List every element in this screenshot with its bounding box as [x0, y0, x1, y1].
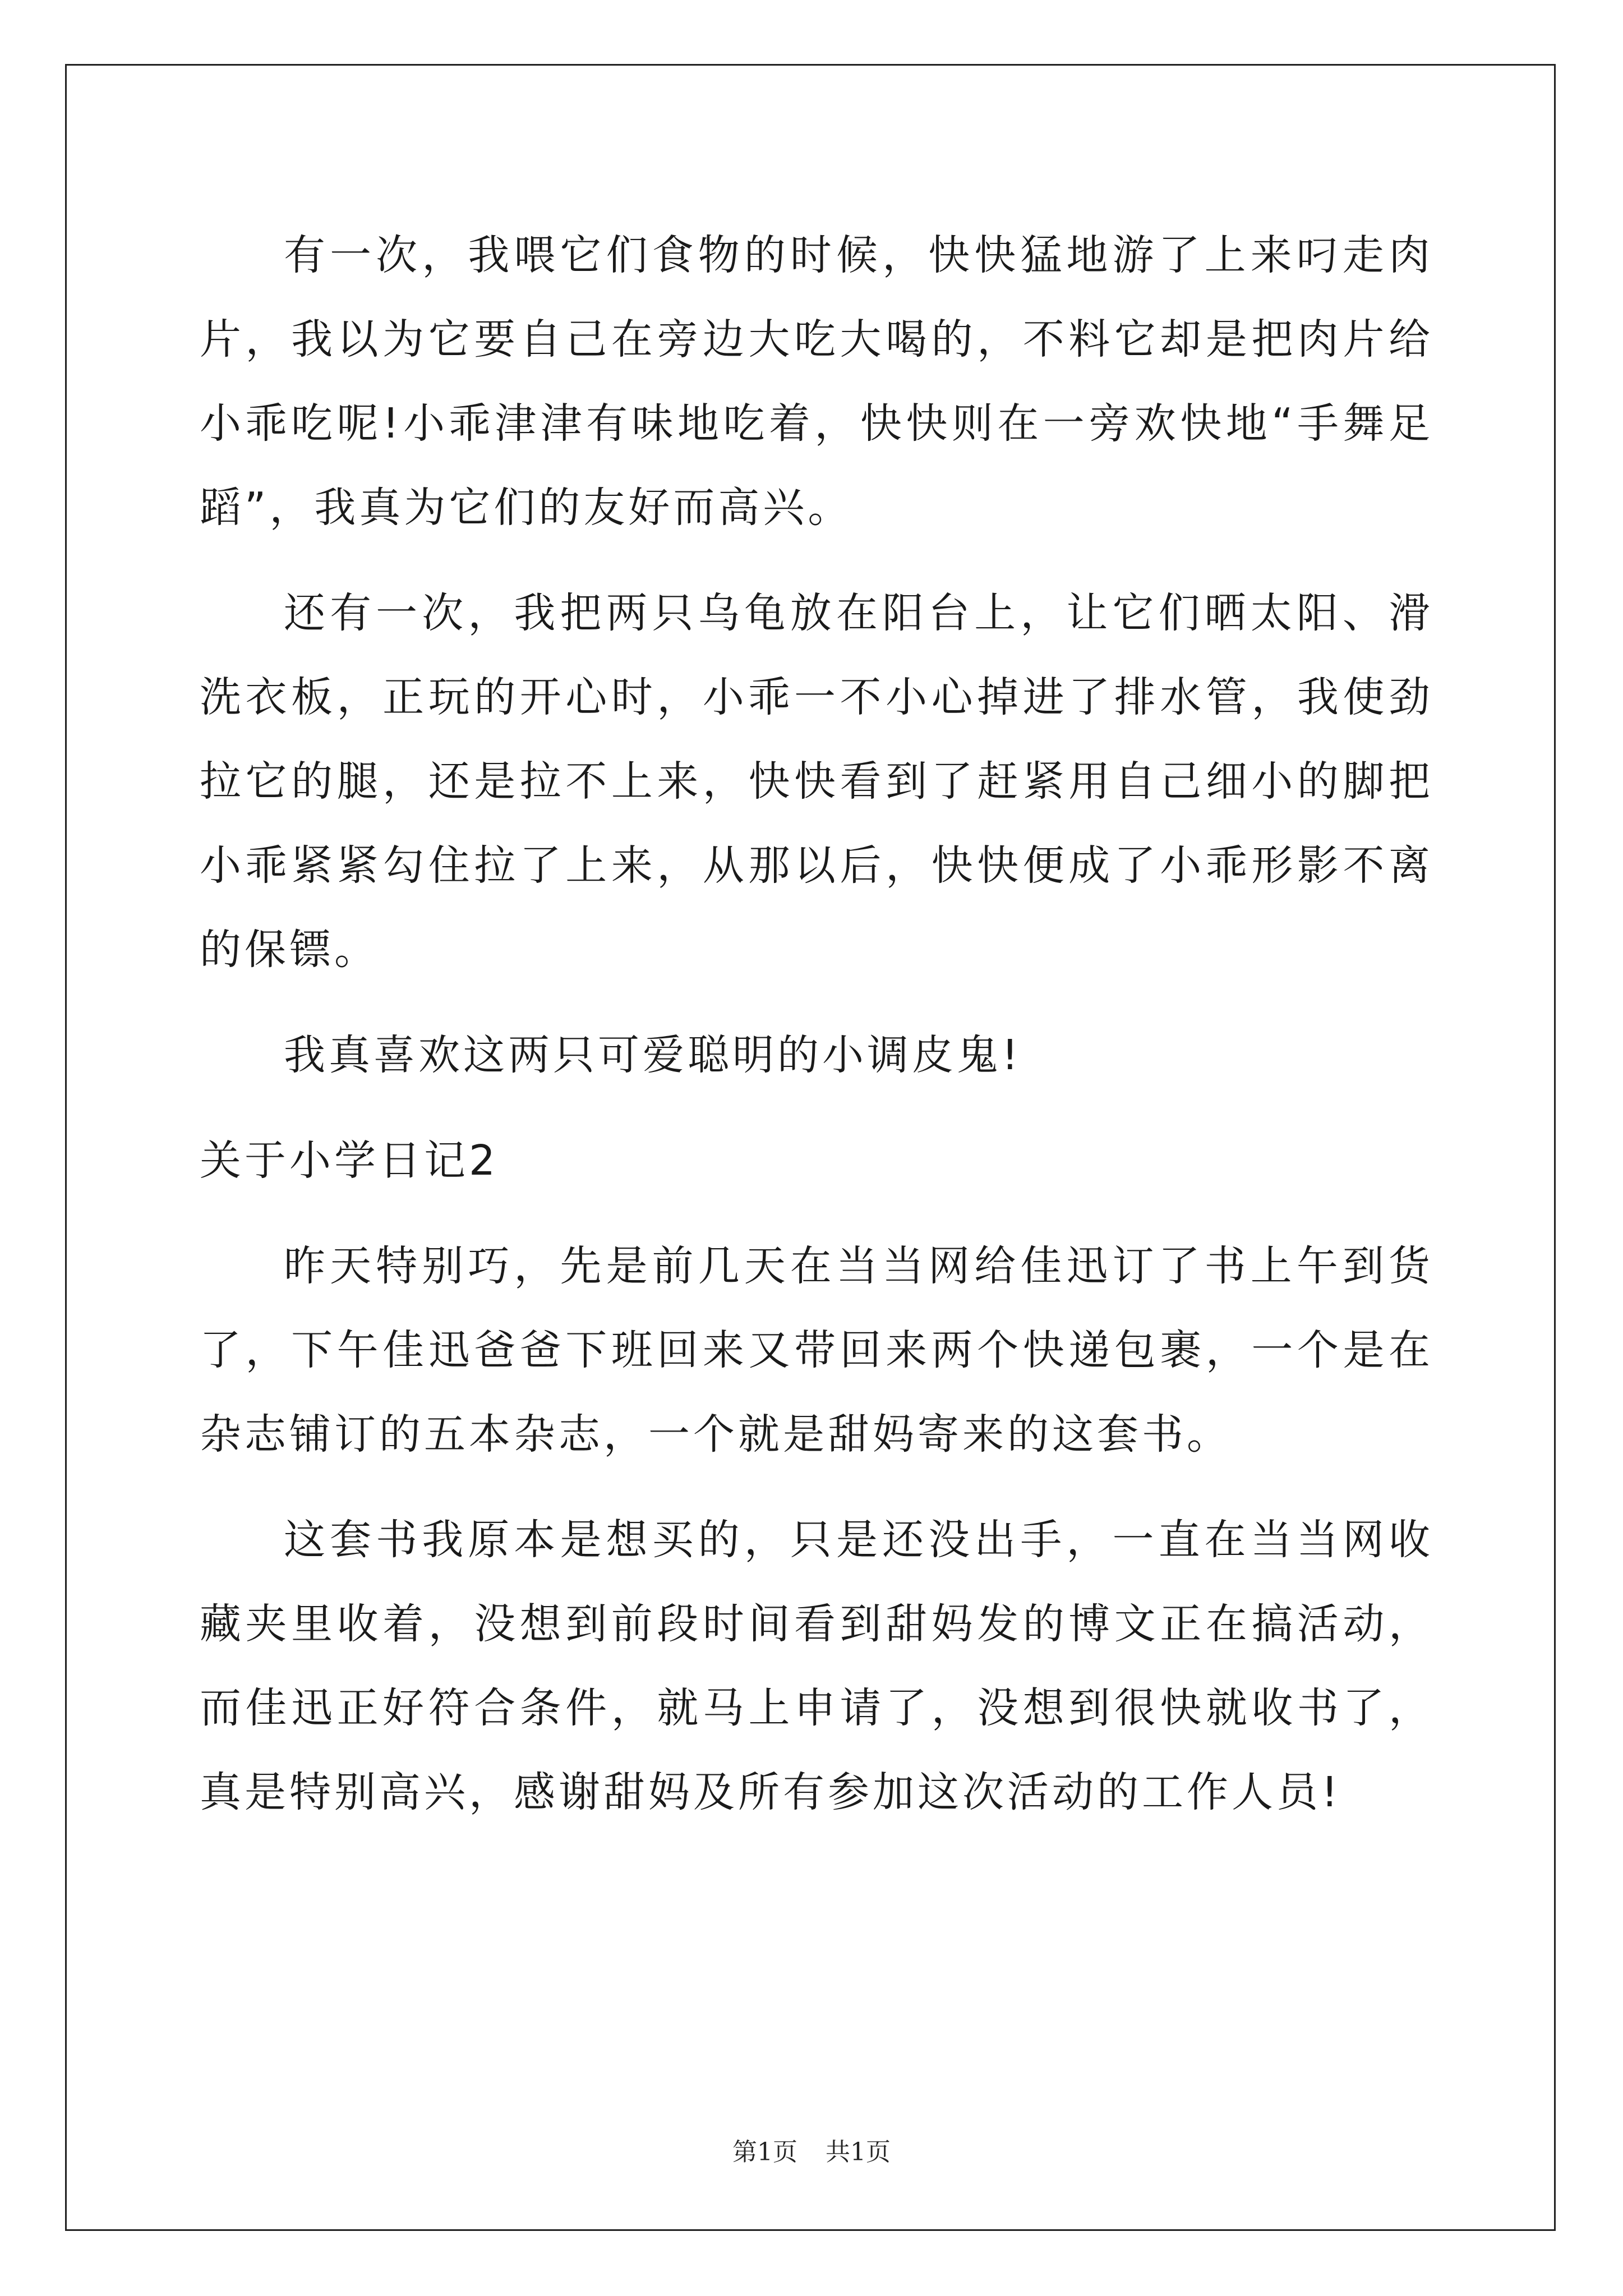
page-footer — [0, 2132, 1623, 2168]
section-heading: 关于小学日记2 — [200, 1137, 499, 1185]
page-total: 共1页 — [826, 2138, 891, 2166]
page-number: 第1页 — [732, 2138, 797, 2166]
paragraph: 昨天特别巧，先是前几天在当当网给佳迅订了书上午到货了，下午佳迅爸爸下班回来又带回来两个快递包裹，一个是在杂志铺订的五本杂志，一个就是甜妈寄来的这套书。 — [200, 1242, 1433, 1458]
paragraph: 我真喜欢这两只可爱聪明的小调皮鬼! — [284, 1031, 1022, 1079]
paragraph: 还有一次，我把两只乌龟放在阳台上，让它们晒太阳、滑洗衣板，正玩的开心时，小乖一不小心掉进了排水管，我使劲拉它的腿，还是拉不上来，快快看到了赶紧用自己细小的脚把小乖紧紧勾住拉了上来，从那以后，快快便成了小乖形影不离的保镖。 — [200, 589, 1433, 974]
paragraph: 有一次，我喂它们食物的时候，快快猛地游了上来叼走肉片，我以为它要自己在旁边大吃大喝的，不料它却是把肉片给小乖吃呢!小乖津津有味地吃着，快快则在一旁欢快地“手舞足蹈”，我真为它们的友好而高兴。 — [200, 231, 1433, 532]
paragraph: 这套书我原本是想买的，只是还没出手，一直在当当网收藏夹里收着，没想到前段时间看到甜妈发的博文正在搞活动，而佳迅正好符合条件，就马上申请了，没想到很快就收书了，真是特别高兴，感谢甜妈及所有参加这次活动的工作人员! — [200, 1516, 1433, 1816]
document-body — [200, 213, 1433, 1856]
